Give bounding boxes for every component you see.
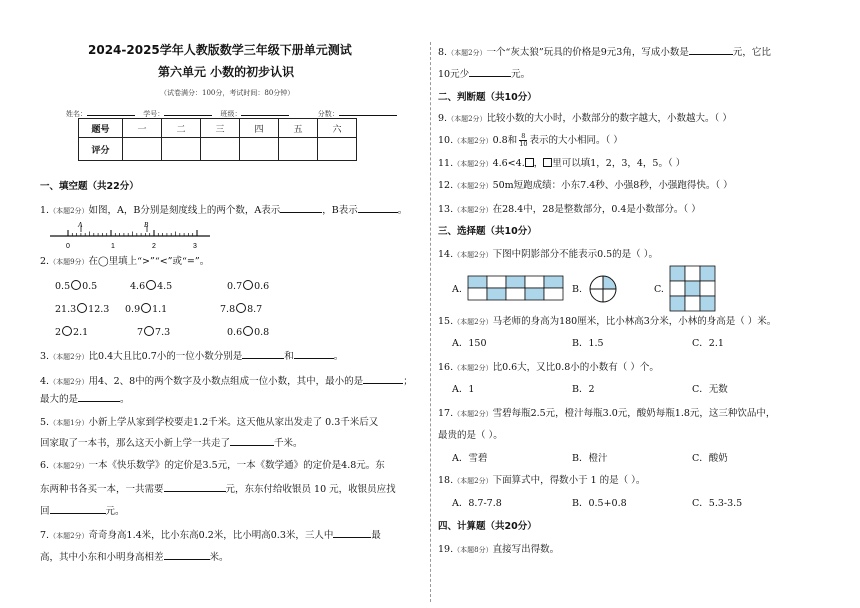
points-tag: （本题8分） (453, 546, 493, 554)
page-title: 2024-2025学年人教版数学三年级下册单元测试 (88, 43, 352, 57)
question-text: ； (403, 376, 413, 387)
score-table-col: 五 (279, 119, 318, 138)
points-tag: （本题2分） (49, 532, 89, 540)
question-text: 用4、2、8中的两个数字及小数点组成一位小数，其中，最小的是 (88, 376, 364, 387)
question-11 (438, 158, 685, 170)
question-13 (438, 204, 701, 216)
choice-option[interactable]: B．2 (572, 384, 595, 395)
answer-blank[interactable] (294, 349, 334, 359)
compare-item (55, 326, 88, 339)
question-text: 。 (397, 205, 408, 216)
ruler-label: 1 (111, 243, 115, 250)
compare-item (220, 303, 262, 316)
answer-blank[interactable] (230, 436, 274, 446)
question-number: 10. (438, 135, 454, 146)
score-table-col: 一 (123, 119, 162, 138)
choice-option[interactable]: B．1.5 (572, 338, 604, 349)
fraction (519, 133, 527, 148)
compare-left: 0.7 (227, 281, 243, 292)
points-tag: （本题1分） (49, 419, 89, 427)
question-number: 2. (40, 256, 50, 267)
compare-circle[interactable] (62, 326, 72, 336)
question-5-cont (40, 436, 303, 450)
score-label: 分数： (317, 110, 339, 118)
question-text: 如图，A，B分别是刻度线上的两个数，A表示 (88, 205, 281, 216)
question-text: 比0.6大，又比0.8小的小数有（ ）个。 (492, 362, 659, 373)
compare-item (227, 280, 269, 293)
compare-item (137, 326, 170, 339)
score-table-row-label: 题号 (79, 119, 123, 138)
compare-circle[interactable] (243, 280, 253, 290)
question-text: 10元少 (438, 69, 470, 80)
question-text: 一本《快乐数学》的定价是3.5元，一本《数学通》的定价是4.8元。东 (88, 460, 385, 471)
points-tag: （本题2分） (49, 207, 89, 215)
question-number: 11. (438, 158, 454, 169)
grid-cell (525, 288, 544, 300)
answer-blank[interactable] (242, 349, 284, 359)
fraction-numerator: 8 (519, 133, 527, 141)
compare-left: 4.6 (130, 281, 146, 292)
question-number: 17. (438, 408, 454, 419)
question-text: 元。 (105, 506, 125, 517)
points-tag: （本题2分） (453, 160, 493, 168)
score-cell[interactable] (123, 138, 162, 161)
question-text: 回 (40, 506, 50, 517)
question-19 (438, 544, 559, 556)
compare-right: 2.1 (73, 327, 89, 338)
compare-right: 4.5 (157, 281, 173, 292)
score-table-header-row (79, 119, 357, 138)
score-table-row-label: 评分 (79, 138, 123, 161)
ruler-label: 0 (66, 243, 70, 250)
name-label: 姓名： (66, 110, 87, 118)
compare-left: 21.3 (55, 304, 77, 315)
choice-option[interactable]: B．橙汁 (572, 453, 608, 464)
compare-circle[interactable] (146, 280, 156, 290)
grid-cell (487, 276, 506, 288)
student-id-field[interactable] (164, 106, 212, 116)
compare-left: 0.9 (125, 304, 141, 315)
question-17 (438, 408, 775, 420)
question-number: 13. (438, 204, 454, 215)
question-5 (40, 417, 378, 429)
points-tag: （本题2分） (49, 353, 89, 361)
question-text: ， (533, 158, 544, 169)
class-label: 班级： (220, 110, 242, 118)
answer-blank[interactable] (78, 392, 120, 402)
score-cell[interactable] (318, 138, 357, 161)
exam-note: （试卷满分：100分，考试时间：80分钟） (160, 89, 295, 97)
question-number: 16. (438, 362, 454, 373)
question-6-cont (40, 482, 396, 496)
points-tag: （本题2分） (447, 115, 487, 123)
question-12 (438, 180, 733, 192)
question-text: 直接写出得数。 (492, 544, 560, 555)
question-text: 。 (333, 351, 344, 362)
question-9 (438, 113, 732, 125)
answer-blank[interactable] (280, 203, 322, 213)
points-tag: （本题2分） (453, 364, 493, 372)
circle-figure-b (588, 274, 618, 304)
class-field[interactable] (241, 106, 289, 116)
grid-cell (544, 288, 563, 300)
fraction-denominator: 10 (519, 140, 528, 148)
question-text: 最大的是 (40, 394, 79, 405)
grid-cell (468, 276, 487, 288)
points-tag: （本题2分） (453, 477, 493, 485)
choice-option[interactable]: C．5.3-3.5 (692, 498, 743, 509)
number-line-ruler (48, 222, 212, 250)
choice-option[interactable]: C．无数 (692, 384, 728, 395)
question-text: 小新上学从家到学校要走1.2千米。这天他从家出发走了 0.3千米后又 (88, 417, 379, 428)
score-cell[interactable] (240, 138, 279, 161)
question-18 (438, 475, 645, 487)
points-tag: （本题2分） (49, 462, 89, 470)
compare-left: 0.6 (227, 327, 243, 338)
grid-cell (700, 296, 715, 311)
compare-right: 7.3 (155, 327, 171, 338)
compare-item (227, 326, 269, 339)
question-number: 7. (40, 530, 50, 541)
section-multiple-choice: 三、选择题（共10分） (438, 226, 537, 237)
choice-option[interactable]: A．150 (452, 338, 487, 349)
compare-right: 12.3 (88, 304, 110, 315)
choice-option[interactable]: B．0.5+0.8 (572, 498, 627, 509)
question-text: 元。 (511, 69, 531, 80)
section-true-false: 二、判断题（共10分） (438, 92, 537, 103)
points-tag: （本题2分） (49, 378, 89, 386)
question-text: 和 (284, 351, 294, 362)
question-8 (438, 45, 771, 59)
grid-cell (685, 281, 700, 296)
option-b-label[interactable]: B. (572, 284, 583, 295)
question-text: 奇奇身高1.4米，比小东高0.2米，比小明高0.3米，三人中 (88, 530, 334, 541)
question-7 (40, 528, 381, 542)
question-text: 雪碧每瓶2.5元，橙汁每瓶3.0元，酸奶每瓶1.8元，这三种饮品中， (492, 408, 776, 419)
section-fill-in: 一、填空题（共22分） (40, 181, 139, 192)
question-number: 19. (438, 544, 454, 555)
score-cell[interactable] (162, 138, 201, 161)
question-number: 1. (40, 205, 50, 216)
question-text: 里可以填1，2，3，4，5。（ ） (552, 158, 686, 169)
question-text: 比较小数的大小时，小数部分的数字越大，小数越大。（ ） (486, 113, 732, 124)
question-16 (438, 362, 659, 374)
question-10 (438, 133, 623, 148)
compare-item (130, 280, 172, 293)
grid-cell (544, 276, 563, 288)
score-cell[interactable] (279, 138, 318, 161)
question-text: 马老师的身高为180厘米，比小林高3分米，小林的身高是（ ）米。 (492, 316, 777, 327)
score-table (78, 118, 357, 161)
question-17-cont: 最贵的是（ ）。 (438, 430, 503, 441)
answer-blank[interactable] (164, 482, 226, 492)
question-number: 15. (438, 316, 454, 327)
option-a-label[interactable]: A. (452, 284, 462, 295)
question-6 (40, 460, 385, 472)
question-text: 元，东东付给收银员 10 元，收银员应找 (225, 484, 396, 495)
question-text: 0.8和 (492, 135, 518, 146)
question-text: 元，它比 (732, 47, 771, 58)
compare-right: 0.6 (254, 281, 270, 292)
ruler-label: 2 (152, 243, 156, 250)
grid-figure-a (467, 275, 567, 302)
compare-circle[interactable] (77, 303, 87, 313)
question-text: 回家取了一本书，那么这天小新上学一共走了 (40, 438, 231, 449)
point-a-label: A (78, 222, 83, 229)
score-cell[interactable] (201, 138, 240, 161)
question-6-cont2 (40, 504, 125, 518)
compare-item (55, 280, 97, 293)
question-text: 一个“灰太狼”玩具的价格是9元3角，写成小数是 (486, 47, 689, 58)
point-b-label: B (144, 222, 149, 229)
question-text: 下面算式中，得数小于 1 的是（ ）。 (492, 475, 646, 486)
question-number: 14. (438, 249, 454, 260)
grid-cell (525, 276, 544, 288)
grid-cell (700, 281, 715, 296)
points-tag: （本题2分） (447, 49, 487, 57)
choice-option[interactable]: C．2.1 (692, 338, 724, 349)
grid-cell (685, 296, 700, 311)
answer-blank[interactable] (689, 45, 733, 55)
grid-figure-c (669, 265, 719, 313)
compare-item (125, 303, 167, 316)
score-table-col: 三 (201, 119, 240, 138)
points-tag: （本题2分） (453, 318, 493, 326)
compare-item (55, 303, 109, 316)
question-8-cont (438, 67, 530, 81)
student-id-label: 学号： (143, 110, 165, 118)
answer-blank[interactable] (469, 67, 511, 77)
question-15 (438, 316, 776, 328)
question-1 (40, 203, 407, 217)
compare-left: 0.5 (55, 281, 71, 292)
points-tag: （本题2分） (453, 137, 493, 145)
question-number: 9. (438, 113, 448, 124)
compare-circle[interactable] (144, 326, 154, 336)
question-text: 米。 (209, 552, 229, 563)
score-table-col: 二 (162, 119, 201, 138)
compare-right: 8.7 (247, 304, 263, 315)
choice-option[interactable]: A．8.7-7.8 (452, 498, 502, 509)
question-text: 4.6<4. (492, 158, 525, 169)
choice-option[interactable]: A．1 (452, 384, 475, 395)
question-number: 18. (438, 475, 454, 486)
score-field[interactable] (339, 106, 397, 116)
question-text: 。 (120, 394, 130, 405)
choice-option[interactable]: C．酸奶 (692, 453, 728, 464)
answer-blank[interactable] (50, 504, 106, 514)
question-number: 8. (438, 47, 448, 58)
question-14 (438, 249, 658, 261)
question-4-cont (40, 392, 130, 406)
compare-right: 0.8 (254, 327, 270, 338)
compare-left: 7 (137, 327, 144, 338)
question-text: 50m短跑成绩：小东7.4秒、小强8秒，小强跑得快。（ ） (492, 180, 733, 191)
answer-blank[interactable] (333, 528, 371, 538)
question-text: 下图中阴影部分不能表示0.5的是（ ）。 (492, 249, 658, 260)
square-box-icon (543, 158, 552, 167)
question-4 (40, 374, 413, 388)
grid-cell (700, 266, 715, 281)
square-box-icon (525, 158, 534, 167)
question-text: 高，其中小东和小明身高相差 (40, 552, 164, 563)
question-text: 表示的大小相同。（ ） (529, 135, 623, 146)
compare-circle[interactable] (236, 303, 246, 313)
question-7-cont (40, 550, 229, 564)
option-c-label[interactable]: C. (654, 284, 664, 295)
name-field[interactable] (87, 106, 135, 116)
question-text: 在◯里填上“>”“<”或“=”。 (88, 256, 210, 267)
compare-right: 1.1 (152, 304, 168, 315)
score-table-score-row (79, 138, 357, 161)
score-table-col: 四 (240, 119, 279, 138)
answer-blank[interactable] (164, 550, 210, 560)
grid-cell (468, 288, 487, 300)
answer-blank[interactable] (363, 374, 403, 384)
question-text: 千米。 (274, 438, 303, 449)
points-tag: （本题2分） (453, 206, 493, 214)
question-text: ，B表示 (322, 205, 358, 216)
question-text: 最 (371, 530, 381, 541)
compare-circle[interactable] (243, 326, 253, 336)
grid-cell (670, 296, 685, 311)
question-number: 6. (40, 460, 50, 471)
column-divider (430, 42, 431, 602)
question-number: 5. (40, 417, 50, 428)
question-text: 在28.4中，28是整数部分，0.4是小数部分。（ ） (492, 204, 701, 215)
points-tag: （本题2分） (453, 251, 493, 259)
score-table-col: 六 (318, 119, 357, 138)
question-number: 4. (40, 376, 50, 387)
grid-cell (670, 281, 685, 296)
grid-cell (487, 288, 506, 300)
answer-blank[interactable] (358, 203, 398, 213)
question-2 (40, 256, 209, 268)
grid-cell (506, 276, 525, 288)
compare-circle[interactable] (71, 280, 81, 290)
choice-option[interactable]: A．雪碧 (452, 453, 488, 464)
section-calculation: 四、计算题（共20分） (438, 521, 537, 532)
question-text: 东两种书各买一本，一共需要 (40, 484, 164, 495)
question-number: 3. (40, 351, 50, 362)
compare-circle[interactable] (141, 303, 151, 313)
compare-left: 7.8 (220, 304, 236, 315)
question-number: 12. (438, 180, 454, 191)
compare-left: 2 (55, 327, 62, 338)
page-subtitle: 第六单元 小数的初步认识 (158, 65, 295, 79)
grid-cell (670, 266, 685, 281)
question-3 (40, 349, 343, 363)
compare-right: 0.5 (82, 281, 98, 292)
grid-cell (506, 288, 525, 300)
points-tag: （本题9分） (49, 258, 89, 266)
ruler-label: 3 (193, 243, 197, 250)
points-tag: （本题2分） (453, 182, 493, 190)
points-tag: （本题2分） (453, 410, 493, 418)
question-text: 比0.4大且比0.7小的一位小数分别是 (88, 351, 243, 362)
grid-cell (685, 266, 700, 281)
